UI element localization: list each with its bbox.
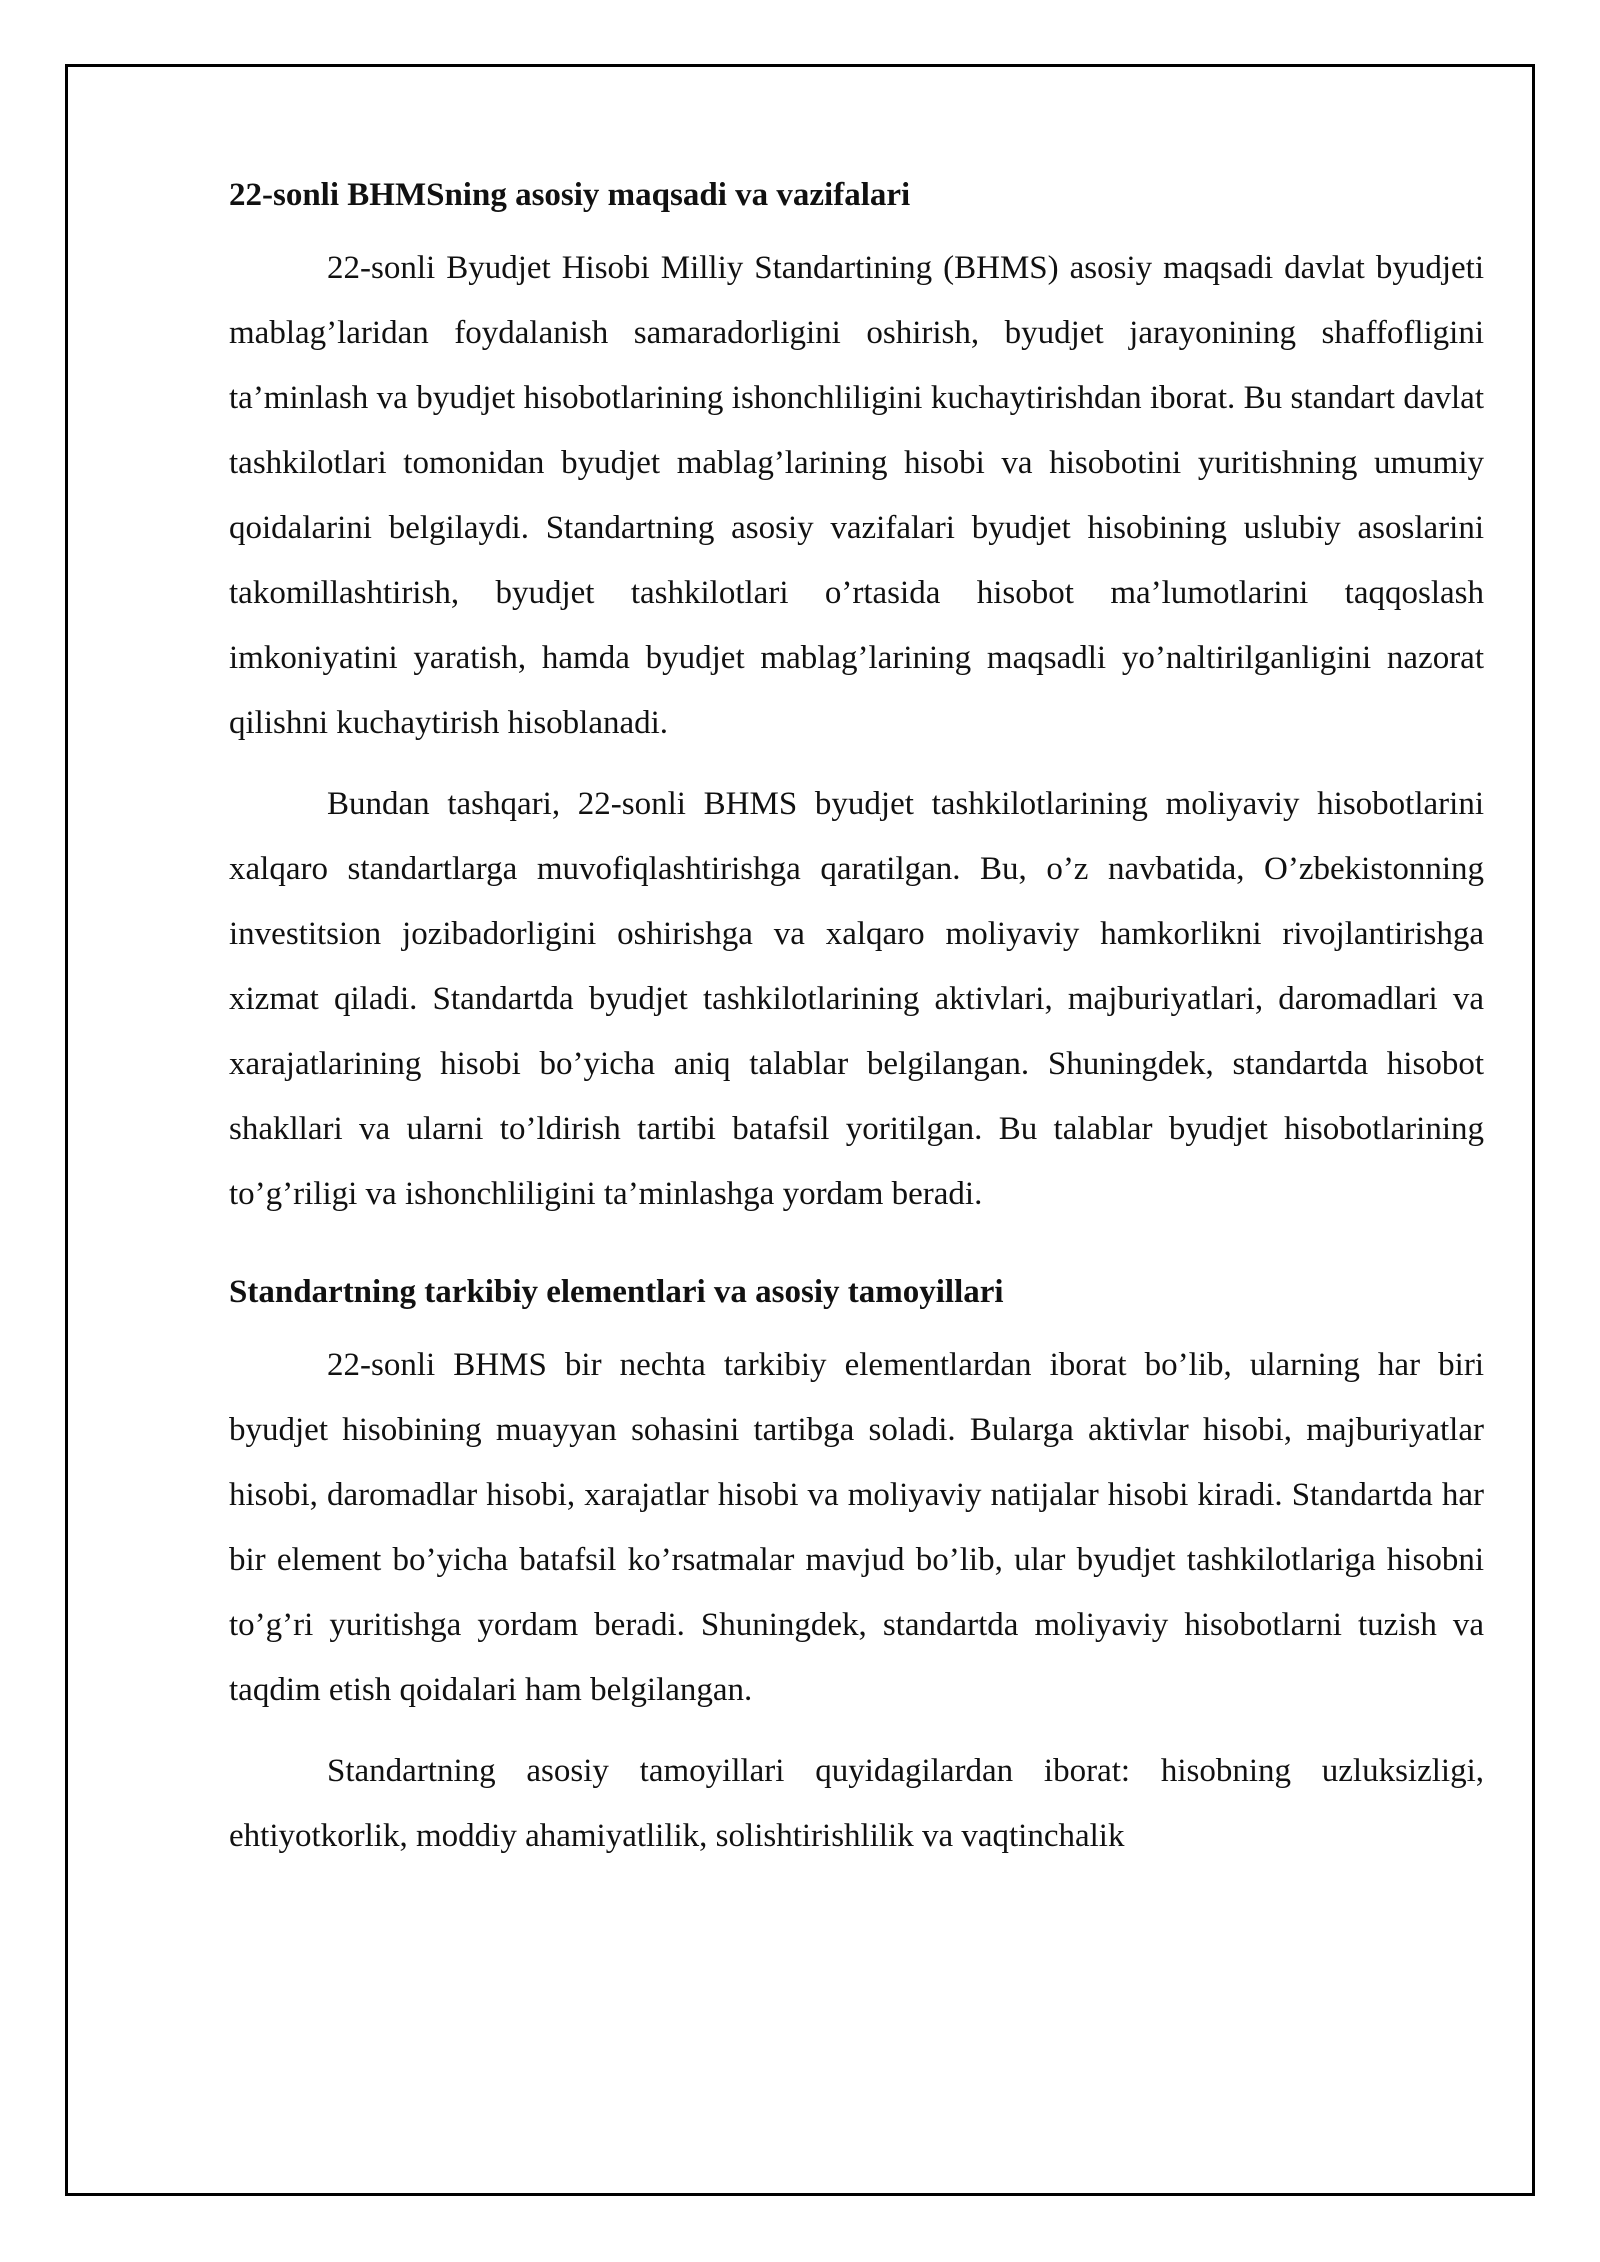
paragraph-goals-1: 22-sonli Byudjet Hisobi Milliy Standartining (BHMS) asosiy maqsadi davlat byudjeti mablag’laridan foydalanish samaradorligini oshirish, byudjet jarayonining shaffofligini ta’minlash va byudjet hisobotlarining ishonchliligini kuchaytirishdan iborat. Bu standart davlat tashkilotlari tomonidan byudjet mablag’larining hisobi va hisobotini yuritishning umumiy qoidalarini belgilaydi. Standartning asosiy vazifalari byudjet hisobining uslubiy asoslarini takomillashtirish, byudjet tashkilotlari o’rtasida hisobot ma’lumotlarini taqqoslash imkoniyatini yaratish, hamda byudjet mablag’larining maqsadli yo’naltirilganligini nazorat qilishni kuchaytirish hisoblanadi. <box>229 250 1484 741</box>
paragraph-goals-2: Bundan tashqari, 22-sonli BHMS byudjet tashkilotlarining moliyaviy hisobotlarini xalqaro standartlarga muvofiqlashtirishga qaratilgan. Bu, o’z navbatida, O’zbekistonning investitsion jozibadorligini oshirishga va xalqaro moliyaviy hamkorlikni rivojlantirishga xizmat qiladi. Standartda byudjet tashkilotlarining aktivlari, majburiyatlari, daromadlari va xarajatlarining hisobi bo’yicha aniq talablar belgilangan. Shuningdek, standartda hisobot shakllari va ularni to’ldirish tartibi batafsil yoritilgan. Bu talablar byudjet hisobotlarining to’g’riligi va ishonchliligini ta’minlashga yordam beradi. <box>229 786 1484 1212</box>
section-heading-elements: Standartning tarkibiy elementlari va asosiy tamoyillari <box>229 1274 1004 1310</box>
paragraph-elements-2: Standartning asosiy tamoyillari quyidagilardan iborat: hisobning uzluksizligi, ehtiyotkorlik, moddiy ahamiyatlilik, solishtirishlilik va vaqtinchalik <box>229 1753 1484 1854</box>
paragraph-elements-1: 22-sonli BHMS bir nechta tarkibiy elementlardan iborat bo’lib, ularning har biri byudjet hisobining muayyan sohasini tartibga soladi. Bularga aktivlar hisobi, majburiyatlar hisobi, daromadlar hisobi, xarajatlar hisobi va moliyaviy natijalar hisobi kiradi. Standartda har bir element bo’yicha batafsil ko’rsatmalar mavjud bo’lib, ular byudjet tashkilotlariga hisobni to’g’ri yuritishga yordam beradi. Shuningdek, standartda moliyaviy hisobotlarni tuzish va taqdim etish qoidalari ham belgilangan. <box>229 1347 1484 1708</box>
section-heading-goals: 22-sonli BHMSning asosiy maqsadi va vazifalari <box>229 177 911 213</box>
document-body <box>229 170 1484 1885</box>
